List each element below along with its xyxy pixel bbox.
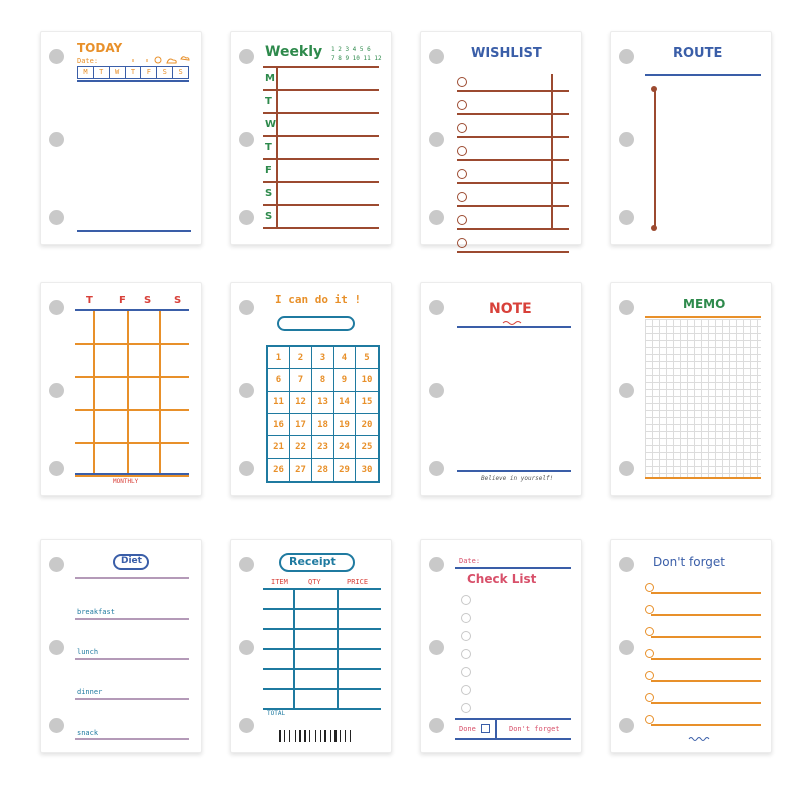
checklist-done-checkbox[interactable] [481,724,490,733]
punch-hole [429,49,444,64]
diet-title: Diet [121,556,142,566]
diet-line [75,698,189,700]
habit-day-cell[interactable]: 7 [290,369,312,391]
memo-top-line [645,316,761,318]
punch-hole [619,49,634,64]
habit-day-cell[interactable]: 18 [312,414,334,436]
weekly-row-line [263,227,379,229]
punch-hole [239,557,254,572]
weekly-planner-card[interactable] [230,31,392,245]
weekly-row-line [263,181,379,183]
receipt-title: Receipt [289,555,336,568]
dont-forget-row-line [651,658,761,660]
checklist-dont-forget-label: Don't forget [509,725,560,733]
habit-day-cell[interactable]: 5 [356,347,378,369]
punch-hole [49,557,64,572]
habit-day-cell[interactable]: 22 [290,436,312,458]
habit-day-cell[interactable]: 28 [312,459,334,481]
wishlist-row-line [457,136,569,138]
habit-day-cell[interactable]: 24 [334,436,356,458]
dont-forget-checkbox[interactable] [645,627,654,636]
today-weekday-bar [77,66,189,79]
habit-day-cell[interactable]: 13 [312,392,334,414]
diet-meal-breakfast: breakfast [77,608,115,616]
punch-hole [239,461,254,476]
barcode-bar [284,730,285,742]
barcode-bar [340,730,341,742]
checklist-footer-top-line [455,718,571,720]
weekday-cell: M [78,67,94,78]
weekly-day-label: S [265,211,273,222]
receipt-col-divider [293,588,295,708]
barcode-bar [334,730,337,742]
weekday-cell: S [178,68,183,76]
punch-hole [619,300,634,315]
receipt-row-line [263,608,381,610]
weekday-cell: W [110,67,126,78]
route-start-dot [651,86,657,92]
barcode-bar [315,730,316,742]
barcode-bar [289,730,290,742]
checklist-footer-bottom-line [455,738,571,740]
diet-line [75,618,189,620]
checklist-checkbox[interactable] [461,631,471,641]
weekly-month-numbers-2: 7 8 9 10 11 12 [331,55,382,62]
weekly-day-label: T [265,96,272,107]
punch-hole [619,132,634,147]
receipt-row-line [263,688,381,690]
checklist-date-label: Date: [459,557,481,565]
wishlist-card[interactable] [420,31,582,245]
wishlist-row-line [457,182,569,184]
dont-forget-card[interactable] [610,539,772,753]
memo-bottom-line [645,477,761,479]
diet-line [75,658,189,660]
receipt-col-item: ITEM [271,578,288,586]
note-card[interactable] [420,282,582,496]
habit-day-cell[interactable]: 25 [356,436,378,458]
monthly-day-f: F [119,295,126,306]
weekly-day-label: W [265,119,277,130]
monthly-day-s: S [144,295,152,306]
checklist-title: Check List [467,572,537,586]
memo-title: MEMO [683,297,726,311]
punch-hole [429,132,444,147]
punch-hole [619,383,634,398]
weather-icons [41,32,203,246]
punch-hole [239,300,254,315]
monthly-grid-hline [75,475,189,477]
receipt-col-divider [337,588,339,708]
punch-hole [49,383,64,398]
dont-forget-checkbox[interactable] [645,649,654,658]
checklist-footer-divider [495,719,497,739]
habit-day-cell[interactable]: 23 [312,436,334,458]
barcode-bar [320,730,321,742]
habit-day-cell[interactable]: 19 [334,414,356,436]
barcode-bar [345,730,346,742]
weekly-row-line [263,158,379,160]
habit-day-cell[interactable]: 11 [268,392,290,414]
punch-hole [239,210,254,225]
note-top-line [457,326,571,328]
dont-forget-checkbox[interactable] [645,605,654,614]
wishlist-row-line [457,90,569,92]
diet-card[interactable] [40,539,202,753]
route-top-line [645,74,761,76]
habit-day-cell[interactable]: 17 [290,414,312,436]
memo-card[interactable] [610,282,772,496]
today-title: TODAY [77,41,123,55]
wishlist-checkbox[interactable] [457,123,467,133]
receipt-total-label: TOTAL [267,710,286,717]
punch-hole [429,718,444,733]
weekly-day-label: T [265,142,272,153]
receipt-col-price: PRICE [347,578,369,586]
monthly-grid-vline [93,311,95,473]
punch-hole [429,557,444,572]
habit-day-cell[interactable]: 30 [361,464,373,475]
checklist-checkbox[interactable] [461,613,471,623]
habit-day-cell[interactable]: 9 [334,369,356,391]
weekly-row-line [263,204,379,206]
dont-forget-row-line [651,680,761,682]
weekday-cell: T [94,67,110,78]
diet-top-line [75,577,189,579]
weekly-row-line [263,89,379,91]
punch-hole [239,383,254,398]
barcode-bar [304,730,306,742]
checklist-checkbox[interactable] [461,595,471,605]
wishlist-row-line [457,251,569,253]
weekly-day-label: S [265,188,273,199]
punch-hole [239,132,254,147]
dont-forget-checkbox[interactable] [645,715,654,724]
dont-forget-checkbox[interactable] [645,693,654,702]
punch-hole [239,640,254,655]
wishlist-checkbox[interactable] [457,215,467,225]
receipt-row-line [263,708,381,710]
punch-hole [49,300,64,315]
weekday-cell: S [157,67,173,78]
dont-forget-squiggle [611,540,773,754]
barcode-icon [279,730,355,742]
punch-hole [619,461,634,476]
punch-hole [49,461,64,476]
weekly-day-label: F [265,165,272,176]
habit-number-grid [266,345,380,483]
weekly-row-line [263,135,379,137]
habit-day-cell[interactable]: 15 [356,392,378,414]
checklist-done-label: Done [459,725,476,733]
punch-hole [239,718,254,733]
today-bottom-line [77,230,191,232]
punch-hole [429,210,444,225]
habit-day-cell[interactable]: 29 [334,459,356,481]
weekly-day-label: M [265,73,275,84]
habit-day-cell[interactable]: 14 [334,392,356,414]
weekly-top-line [263,66,379,68]
habit-day-cell[interactable]: 26 [268,459,290,481]
habit-day-cell[interactable]: 8 [312,369,334,391]
barcode-bar [299,730,301,742]
habit-day-cell[interactable]: 1 [268,347,290,369]
barcode-bar [309,730,310,742]
receipt-row-line [263,628,381,630]
monthly-card[interactable] [40,282,202,496]
habit-day-cell[interactable]: 27 [290,459,312,481]
punch-hole [49,640,64,655]
habit-day-cell[interactable]: 21 [268,436,290,458]
note-squiggle [421,283,583,497]
habit-day-cell[interactable]: 20 [356,414,378,436]
dont-forget-row-line [651,614,761,616]
checklist-checkbox[interactable] [461,703,471,713]
dont-forget-row-line [651,702,761,704]
dont-forget-checkbox[interactable] [645,671,654,680]
checklist-checkbox[interactable] [461,649,471,659]
wishlist-checkbox[interactable] [457,146,467,156]
punch-hole [49,718,64,733]
habit-day-cell[interactable]: 2 [290,347,312,369]
checklist-checkbox[interactable] [461,685,471,695]
checklist-checkbox[interactable] [461,667,471,677]
barcode-bar [295,730,296,742]
wishlist-row-line [457,228,569,230]
wishlist-checkbox[interactable] [457,192,467,202]
wishlist-checkbox[interactable] [457,77,467,87]
dont-forget-checkbox[interactable] [645,583,654,592]
barcode-bar [330,730,331,742]
habit-day-cell[interactable]: 12 [290,392,312,414]
receipt-row-line [263,648,381,650]
route-title: ROUTE [673,46,723,61]
wishlist-title: WISHLIST [471,46,542,61]
habit-name-field[interactable] [277,316,355,331]
wishlist-row-line [457,205,569,207]
receipt-row-line [263,588,381,590]
monthly-day-t: T [86,295,93,306]
wishlist-checkbox[interactable] [457,100,467,110]
diet-meal-lunch: lunch [77,648,99,656]
today-top-line [77,80,189,82]
wishlist-checkbox[interactable] [457,238,467,248]
dont-forget-row-line [651,592,761,594]
note-bottom-line [457,470,571,472]
habit-day-cell[interactable]: 3 [312,347,334,369]
wishlist-checkbox[interactable] [457,169,467,179]
wishlist-row-line [457,113,569,115]
note-footer: Believe in yourself! [481,475,554,482]
today-planner-card[interactable] [40,31,202,245]
weekly-month-numbers-1: 1 2 3 4 5 6 [331,46,371,53]
punch-hole [239,49,254,64]
today-date-label: Date: [77,57,99,65]
wishlist-row-line [457,159,569,161]
route-card[interactable] [610,31,772,245]
weekday-cell: T [126,67,142,78]
checklist-card[interactable] [420,539,582,753]
route-end-dot [651,225,657,231]
habit-day-cell[interactable]: 4 [334,347,356,369]
habit-tracker-card[interactable] [230,282,392,496]
barcode-bar [350,730,351,742]
barcode-bar [279,730,281,742]
habit-day-cell[interactable]: 16 [268,414,290,436]
diet-meal-dinner: dinner [77,688,103,696]
memo-grid-area[interactable] [645,319,761,477]
receipt-card[interactable] [230,539,392,753]
monthly-footer: MONTHLY [113,478,139,485]
route-path-line [654,90,656,228]
monthly-grid-vline [159,311,161,473]
habit-title: I can do it ! [275,293,362,306]
punch-hole [429,640,444,655]
checklist-date-line [455,567,571,569]
weekly-row-line [263,112,379,114]
receipt-row-line [263,668,381,670]
barcode-bar [324,730,326,742]
habit-day-cell[interactable]: 6 [268,369,290,391]
diet-line [75,738,189,740]
dont-forget-title: Don't forget [653,555,725,569]
dont-forget-row-line [651,636,761,638]
note-title: NOTE [489,301,532,317]
receipt-col-qty: QTY [308,578,321,586]
dont-forget-row-line [651,724,761,726]
monthly-grid-vline [127,311,129,473]
weekly-title: Weekly [265,44,323,60]
monthly-day-s2: S [174,295,182,306]
weekday-cell: F [141,67,157,78]
habit-day-cell[interactable]: 10 [356,369,378,391]
punch-hole [619,210,634,225]
diet-meal-snack: snack [77,729,99,737]
